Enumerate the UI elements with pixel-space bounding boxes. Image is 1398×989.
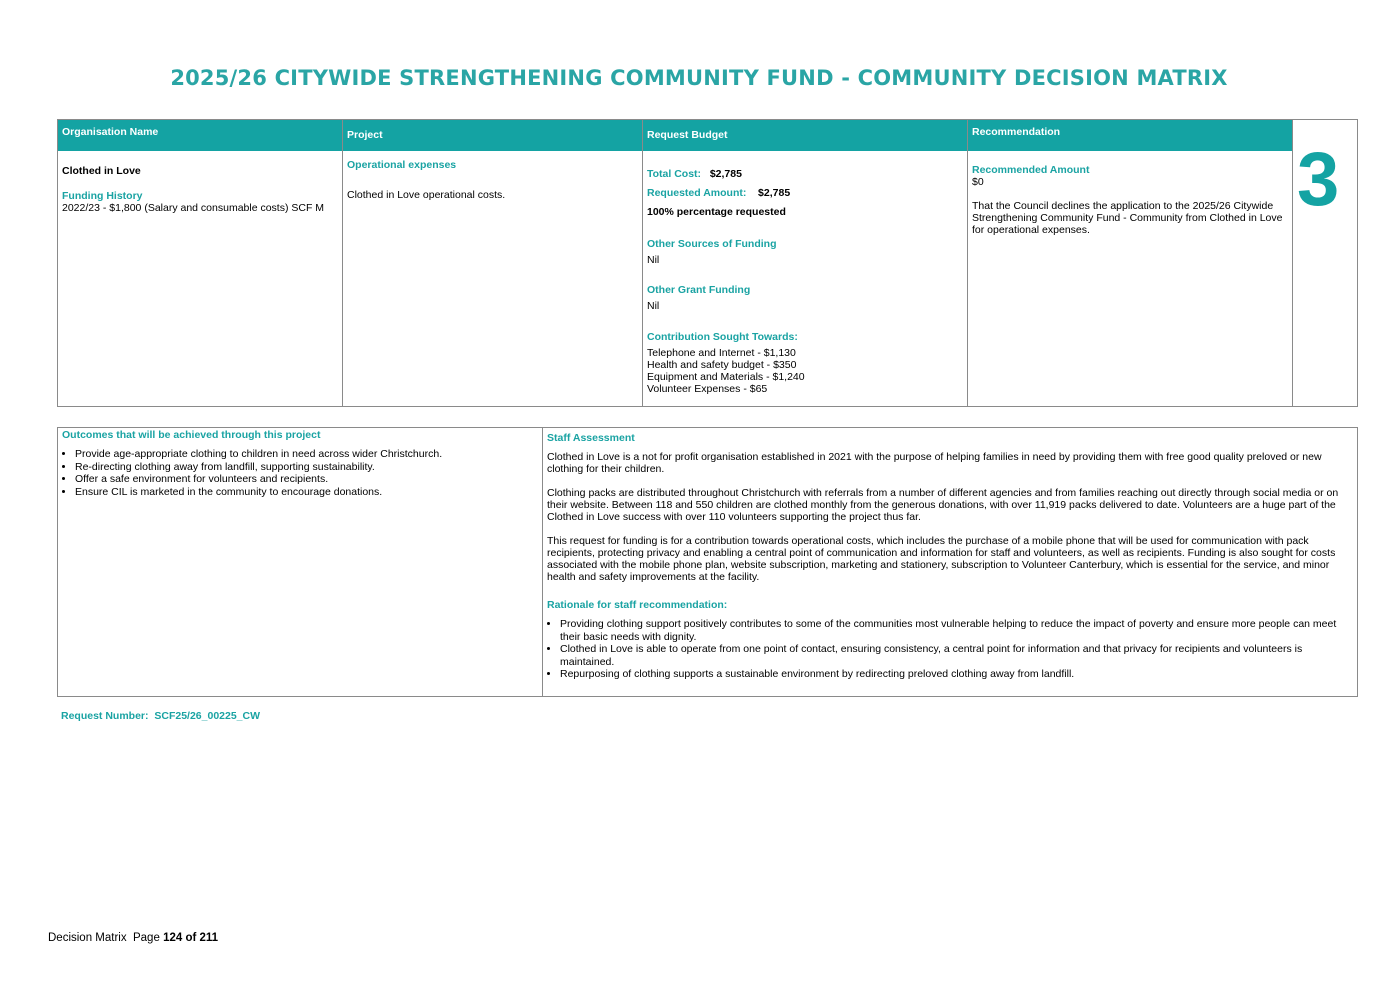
staff-paragraph: Clothing packs are distributed throughout Christchurch with referrals from a number of different agencies and from families reaching out directly through social media or on their website. Between 118 and 550 children are clothed monthly from the generous donations, with over 11,919 packs delivered to date. Volunteers are a huge part of the Clothed in Love success with over 110 volunteers supporting the project thus far. <box>547 487 1339 523</box>
contribution-list <box>647 347 963 395</box>
other-grant-label: Other Grant Funding <box>647 284 751 296</box>
priority-column <box>1293 120 1359 406</box>
rationale-label: Rationale for staff recommendation: <box>547 599 728 611</box>
page-prefix: Decision Matrix Page <box>48 932 160 944</box>
outcomes-list <box>62 448 538 498</box>
contribution-item: Telephone and Internet - $1,130 <box>647 347 796 359</box>
percentage-requested: 100% percentage requested <box>647 206 786 218</box>
funding-history-value: 2022/23 - $1,800 (Salary and consumable costs) SCF M <box>62 202 325 214</box>
request-number-value: SCF25/26_00225_CW <box>154 710 261 722</box>
contribution-item: Health and safety budget - $350 <box>647 359 797 371</box>
contribution-label: Contribution Sought Towards: <box>647 331 798 343</box>
rationale-item: • Clothed in Love is able to operate from one point of contact, ensuring consistency, a central point for information and that privacy for recipients and volunteers is maintained. <box>560 643 1347 668</box>
page-footer <box>48 932 218 944</box>
recommended-amount-value: $0 <box>972 176 984 188</box>
org-header: Organisation Name <box>58 120 342 151</box>
page-current: 124 <box>163 932 183 944</box>
recommendation-text: That the Council declines the application to the 2025/26 Citywide Strengthening Community Fund - Community from Clothed in Love for operational expenses. <box>972 200 1283 236</box>
org-column <box>58 120 343 406</box>
request-number-label: Request Number: <box>61 710 149 722</box>
outcome-item: • Offer a safe environment for volunteers and recipients. <box>75 473 538 486</box>
rationale-list <box>547 618 1347 681</box>
org-name: Clothed in Love <box>62 165 141 177</box>
total-cost-label: Total Cost: <box>647 168 702 180</box>
outcomes-label: Outcomes that will be achieved through this project <box>62 429 321 441</box>
project-description: Clothed in Love operational costs. <box>347 189 506 201</box>
funding-history-label: Funding History <box>62 190 143 202</box>
total-cost-value: $2,785 <box>709 168 742 180</box>
staff-assessment-column <box>543 428 1357 696</box>
outcomes-column <box>58 428 543 696</box>
page-title: 2025/26 CITYWIDE STRENGTHENING COMMUNITY FUND - COMMUNITY DECISION MATRIX <box>170 66 1228 90</box>
requested-amount-value: $2,785 <box>758 187 791 199</box>
outcome-item: • Re-directing clothing away from landfill, supporting sustainability. <box>75 461 538 474</box>
assessment-table <box>57 427 1358 697</box>
page-total: 211 <box>199 932 219 944</box>
other-sources-label: Other Sources of Funding <box>647 238 777 250</box>
project-column <box>343 120 643 406</box>
recommendation-header: Recommendation <box>968 120 1292 151</box>
priority-number: 3 <box>1297 137 1340 222</box>
outcome-item: • Provide age-appropriate clothing to children in need across wider Christchurch. <box>75 448 538 461</box>
recommendation-column <box>968 120 1293 406</box>
summary-table <box>57 119 1358 407</box>
recommended-amount-label: Recommended Amount <box>972 164 1090 176</box>
contribution-item: Volunteer Expenses - $65 <box>647 383 768 395</box>
staff-paragraph: Clothed in Love is a not for profit organisation established in 2021 with the purpose of helping families in need by providing them with free good quality preloved or new clothing for their children. <box>547 451 1322 475</box>
requested-amount-label: Requested Amount: <box>647 187 747 199</box>
request-number <box>61 710 260 722</box>
budget-column <box>643 120 968 406</box>
outcome-item: • Ensure CIL is marketed in the community to encourage donations. <box>75 486 538 499</box>
budget-header: Request Budget <box>643 120 967 151</box>
staff-assessment-label: Staff Assessment <box>547 432 635 444</box>
rationale-item: • Repurposing of clothing supports a sustainable environment by redirecting preloved clothing away from landfill. <box>560 668 1347 681</box>
page-of: of <box>185 932 197 944</box>
other-grant-value: Nil <box>647 300 660 312</box>
staff-paragraph: This request for funding is for a contribution towards operational costs, which includes the purchase of a mobile phone that will be used for communication with pack recipients, protecting privacy and enabling a central point of communication and information for staff and volunteers, as well as recipients. Funding is also sought for costs associated with the mobile phone plan, website subscription, marketing and stationery, subscription to Volunteer Canterbury, which is essential for the service, and minor health and safety improvements at the facility. <box>547 535 1336 583</box>
project-name: Operational expenses <box>347 159 457 171</box>
other-sources-value: Nil <box>647 254 660 266</box>
project-header: Project <box>343 120 642 151</box>
contribution-item: Equipment and Materials - $1,240 <box>647 371 805 383</box>
rationale-item: • Providing clothing support positively contributes to some of the communities most vulnerable helping to reduce the impact of poverty and ensure more people can meet their basic needs with dignity. <box>560 618 1347 643</box>
